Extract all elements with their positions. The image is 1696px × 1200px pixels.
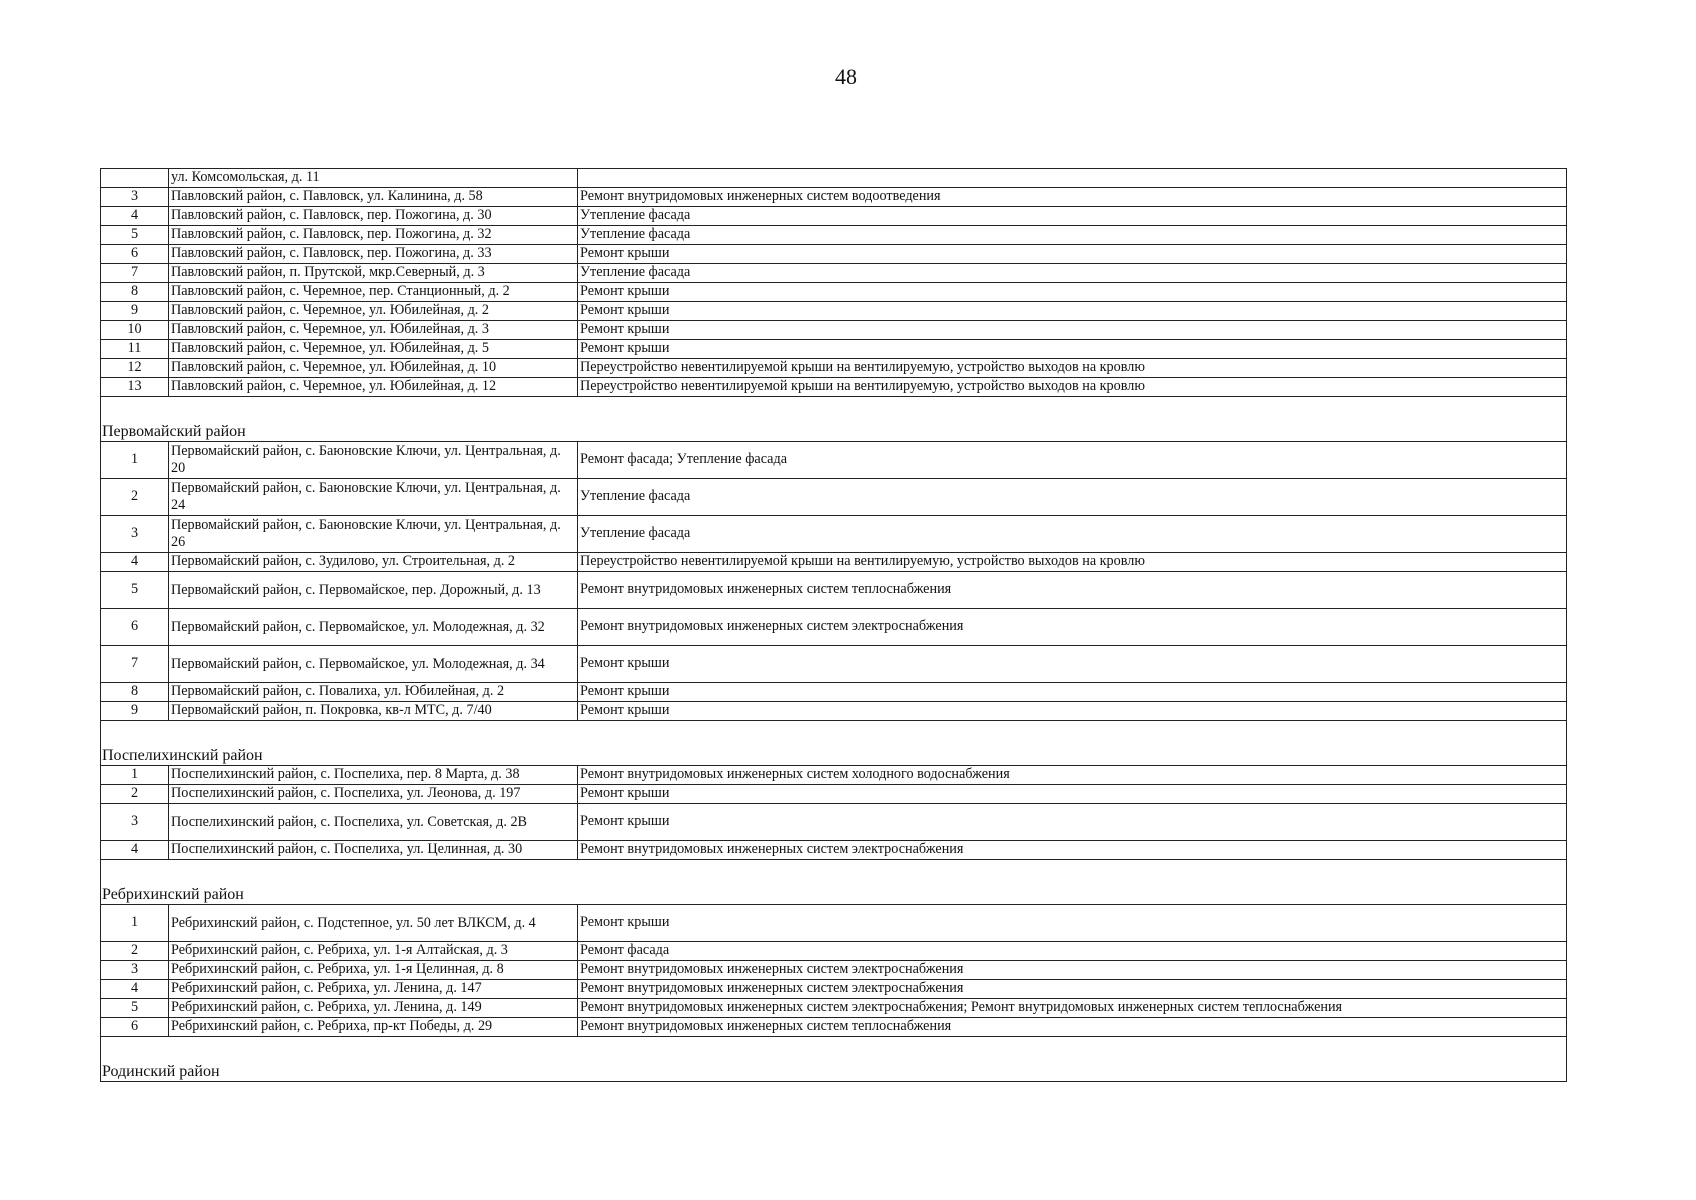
work-type-cell: Утепление фасада: [578, 226, 1567, 245]
work-type-cell: Ремонт внутридомовых инженерных систем электроснабжения: [578, 961, 1567, 980]
address-cell: Ребрихинский район, с. Ребриха, пр-кт Победы, д. 29: [169, 1018, 578, 1037]
row-number-cell: 10: [101, 321, 169, 340]
work-type-cell: Ремонт крыши: [578, 321, 1567, 340]
registry-body: [101, 169, 1567, 1082]
table-row: [101, 283, 1567, 302]
table-row: [101, 226, 1567, 245]
work-type-cell: Ремонт внутридомовых инженерных систем электроснабжения; Ремонт внутридомовых инженерных систем теплоснабжения: [578, 999, 1567, 1018]
work-type-cell: Утепление фасада: [578, 264, 1567, 283]
table-row: [101, 999, 1567, 1018]
repair-registry-table: [100, 168, 1567, 1082]
work-type-cell: Ремонт внутридомовых инженерных систем электроснабжения: [578, 980, 1567, 999]
address-cell: Павловский район, с. Черемное, ул. Юбилейная, д. 3: [169, 321, 578, 340]
address-cell: Первомайский район, с. Повалиха, ул. Юбилейная, д. 2: [169, 683, 578, 702]
row-number-cell: 4: [101, 841, 169, 860]
work-type-cell: Переустройство невентилируемой крыши на вентилируемую, устройство выходов на кровлю: [578, 359, 1567, 378]
address-cell: Первомайский район, с. Баюновские Ключи, ул. Центральная, д. 26: [169, 516, 578, 553]
row-number-cell: 9: [101, 702, 169, 721]
district-name: Ребрихинский район: [101, 860, 1567, 905]
address-cell: Поспелихинский район, с. Поспелиха, ул. Целинная, д. 30: [169, 841, 578, 860]
work-type-cell: Ремонт крыши: [578, 245, 1567, 264]
table-row: [101, 321, 1567, 340]
district-name: Первомайский район: [101, 397, 1567, 442]
address-cell: Ребрихинский район, с. Ребриха, ул. 1-я Целинная, д. 8: [169, 961, 578, 980]
row-number-cell: 4: [101, 207, 169, 226]
address-cell: Ребрихинский район, с. Ребриха, ул. Ленина, д. 147: [169, 980, 578, 999]
row-number-cell: 2: [101, 942, 169, 961]
address-cell: Поспелихинский район, с. Поспелиха, пер. 8 Марта, д. 38: [169, 766, 578, 785]
work-type-cell: Ремонт внутридомовых инженерных систем электроснабжения: [578, 841, 1567, 860]
address-cell: Первомайский район, с. Баюновские Ключи, ул. Центральная, д. 24: [169, 479, 578, 516]
work-type-cell: Ремонт фасада: [578, 942, 1567, 961]
table-row: [101, 169, 1567, 188]
work-type-cell: Переустройство невентилируемой крыши на вентилируемую, устройство выходов на кровлю: [578, 553, 1567, 572]
district-header-row: [101, 860, 1567, 905]
row-number-cell: 1: [101, 442, 169, 479]
district-name: Поспелихинский район: [101, 721, 1567, 766]
work-type-cell: Ремонт крыши: [578, 683, 1567, 702]
table-row: [101, 804, 1567, 841]
row-number-cell: 6: [101, 245, 169, 264]
address-cell: Павловский район, п. Прутской, мкр.Северный, д. 3: [169, 264, 578, 283]
page-number: 48: [835, 64, 857, 89]
table-row: [101, 961, 1567, 980]
table-row: [101, 302, 1567, 321]
work-type-cell: Ремонт крыши: [578, 646, 1567, 683]
work-type-cell: Утепление фасада: [578, 479, 1567, 516]
row-number-cell: 5: [101, 999, 169, 1018]
address-cell: Павловский район, с. Черемное, ул. Юбилейная, д. 12: [169, 378, 578, 397]
address-cell: Первомайский район, с. Баюновские Ключи, ул. Центральная, д. 20: [169, 442, 578, 479]
row-number-cell: 3: [101, 961, 169, 980]
row-number-cell: 5: [101, 226, 169, 245]
work-type-cell: Ремонт фасада; Утепление фасада: [578, 442, 1567, 479]
row-number-cell: 4: [101, 553, 169, 572]
address-cell: Ребрихинский район, с. Подстепное, ул. 50 лет ВЛКСМ, д. 4: [169, 905, 578, 942]
row-number-cell: 2: [101, 785, 169, 804]
address-cell: Первомайский район, с. Зудилово, ул. Строительная, д. 2: [169, 553, 578, 572]
row-number-cell: 6: [101, 609, 169, 646]
table-row: [101, 785, 1567, 804]
row-number-cell: 1: [101, 905, 169, 942]
row-number-cell: 9: [101, 302, 169, 321]
table-row: [101, 553, 1567, 572]
work-type-cell: Утепление фасада: [578, 207, 1567, 226]
address-cell: Павловский район, с. Черемное, ул. Юбилейная, д. 5: [169, 340, 578, 359]
row-number-cell: 12: [101, 359, 169, 378]
work-type-cell: Ремонт крыши: [578, 905, 1567, 942]
row-number-cell: 1: [101, 766, 169, 785]
table-row: [101, 609, 1567, 646]
address-cell: Ребрихинский район, с. Ребриха, ул. Ленина, д. 149: [169, 999, 578, 1018]
district-header-row: [101, 721, 1567, 766]
address-cell: Павловский район, с. Павловск, пер. Пожогина, д. 33: [169, 245, 578, 264]
row-number-cell: 8: [101, 283, 169, 302]
district-name: Родинский район: [101, 1037, 1567, 1082]
work-type-cell: Ремонт внутридомовых инженерных систем холодного водоснабжения: [578, 766, 1567, 785]
address-cell: Павловский район, с. Павловск, пер. Пожогина, д. 32: [169, 226, 578, 245]
table-row: [101, 683, 1567, 702]
row-number-cell: 3: [101, 516, 169, 553]
work-type-cell: Ремонт крыши: [578, 804, 1567, 841]
row-number-cell: [101, 169, 169, 188]
row-number-cell: 8: [101, 683, 169, 702]
district-header-row: [101, 1037, 1567, 1082]
row-number-cell: 6: [101, 1018, 169, 1037]
work-type-cell: Утепление фасада: [578, 516, 1567, 553]
table-row: [101, 942, 1567, 961]
table-row: [101, 359, 1567, 378]
table-row: [101, 207, 1567, 226]
table-row: [101, 378, 1567, 397]
table-row: [101, 188, 1567, 207]
address-cell: Павловский район, с. Черемное, пер. Станционный, д. 2: [169, 283, 578, 302]
table-row: [101, 980, 1567, 999]
address-cell: Поспелихинский район, с. Поспелиха, ул. Советская, д. 2В: [169, 804, 578, 841]
row-number-cell: 13: [101, 378, 169, 397]
work-type-cell: Ремонт внутридомовых инженерных систем теплоснабжения: [578, 572, 1567, 609]
row-number-cell: 2: [101, 479, 169, 516]
work-type-cell: Ремонт внутридомовых инженерных систем водоотведения: [578, 188, 1567, 207]
work-type-cell: Ремонт крыши: [578, 702, 1567, 721]
work-type-cell: [578, 169, 1567, 188]
row-number-cell: 3: [101, 188, 169, 207]
table-row: [101, 442, 1567, 479]
address-cell: ул. Комсомольская, д. 11: [169, 169, 578, 188]
address-cell: Первомайский район, с. Первомайское, ул. Молодежная, д. 34: [169, 646, 578, 683]
table-row: [101, 572, 1567, 609]
address-cell: Павловский район, с. Павловск, пер. Пожогина, д. 30: [169, 207, 578, 226]
work-type-cell: Ремонт крыши: [578, 340, 1567, 359]
work-type-cell: Ремонт крыши: [578, 785, 1567, 804]
work-type-cell: Переустройство невентилируемой крыши на вентилируемую, устройство выходов на кровлю: [578, 378, 1567, 397]
work-type-cell: Ремонт внутридомовых инженерных систем теплоснабжения: [578, 1018, 1567, 1037]
district-header-row: [101, 397, 1567, 442]
table-row: [101, 1018, 1567, 1037]
address-cell: Ребрихинский район, с. Ребриха, ул. 1-я Алтайская, д. 3: [169, 942, 578, 961]
address-cell: Первомайский район, с. Первомайское, ул. Молодежная, д. 32: [169, 609, 578, 646]
table-row: [101, 264, 1567, 283]
row-number-cell: 3: [101, 804, 169, 841]
table-row: [101, 479, 1567, 516]
table-row: [101, 766, 1567, 785]
row-number-cell: 11: [101, 340, 169, 359]
table-row: [101, 340, 1567, 359]
table-row: [101, 905, 1567, 942]
address-cell: Первомайский район, с. Первомайское, пер. Дорожный, д. 13: [169, 572, 578, 609]
address-cell: Павловский район, с. Черемное, ул. Юбилейная, д. 10: [169, 359, 578, 378]
row-number-cell: 5: [101, 572, 169, 609]
table-row: [101, 841, 1567, 860]
table-row: [101, 245, 1567, 264]
work-type-cell: Ремонт крыши: [578, 302, 1567, 321]
address-cell: Поспелихинский район, с. Поспелиха, ул. Леонова, д. 197: [169, 785, 578, 804]
row-number-cell: 7: [101, 264, 169, 283]
table-row: [101, 516, 1567, 553]
work-type-cell: Ремонт внутридомовых инженерных систем электроснабжения: [578, 609, 1567, 646]
row-number-cell: 4: [101, 980, 169, 999]
address-cell: Первомайский район, п. Покровка, кв-л МТС, д. 7/40: [169, 702, 578, 721]
table-row: [101, 702, 1567, 721]
address-cell: Павловский район, с. Павловск, ул. Калинина, д. 58: [169, 188, 578, 207]
row-number-cell: 7: [101, 646, 169, 683]
address-cell: Павловский район, с. Черемное, ул. Юбилейная, д. 2: [169, 302, 578, 321]
table-row: [101, 646, 1567, 683]
work-type-cell: Ремонт крыши: [578, 283, 1567, 302]
